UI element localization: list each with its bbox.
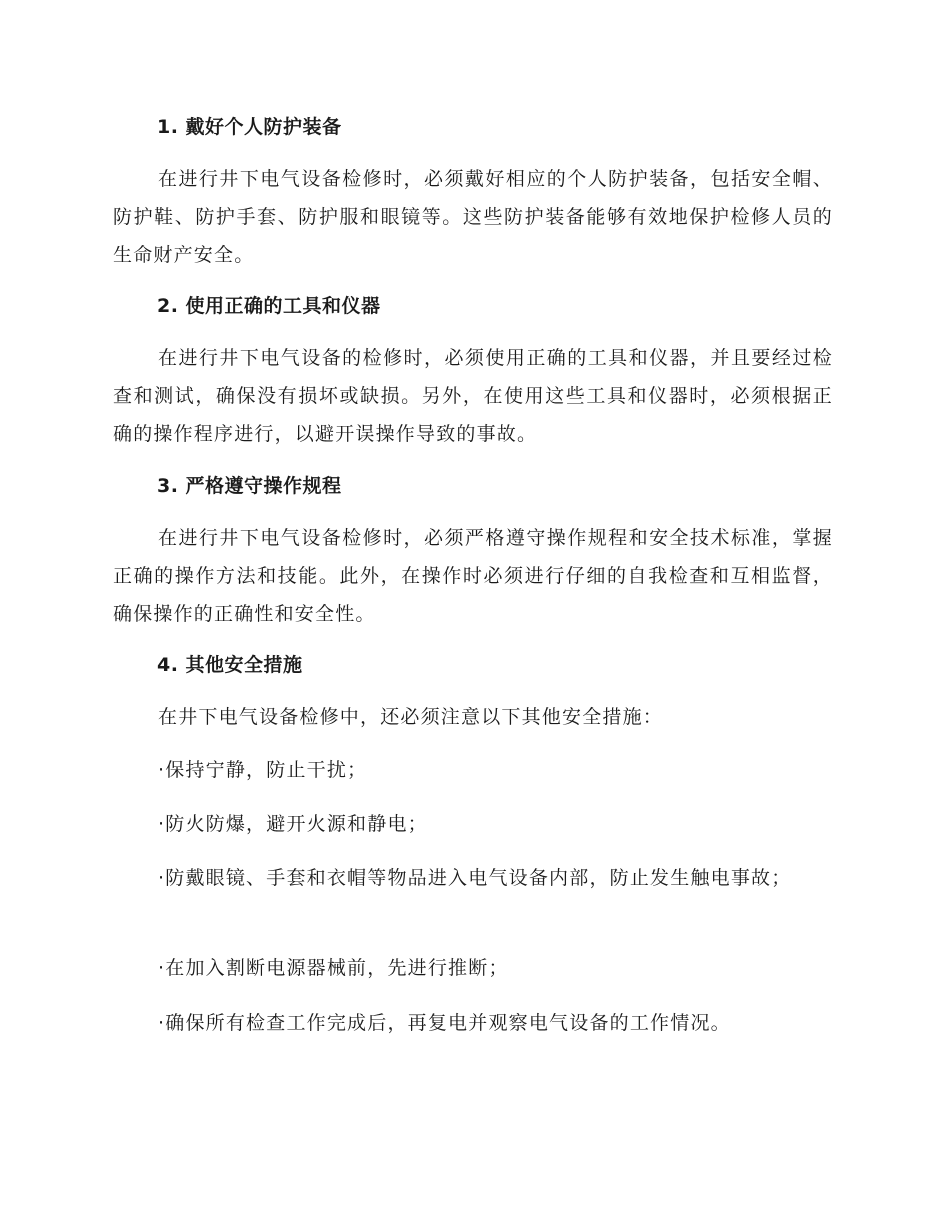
- section-1-heading: 1. 戴好个人防护装备: [157, 116, 342, 138]
- section-4-intro: 在井下电气设备检修中，还必须注意以下其他安全措施：: [158, 706, 664, 728]
- list-item: ·保持宁静，防止干扰；: [158, 759, 368, 781]
- list-item: ·防戴眼镜、手套和衣帽等物品进入电气设备内部，防止发生触电事故；: [158, 867, 792, 889]
- section-3-heading: 3. 严格遵守操作规程: [157, 475, 342, 497]
- section-2-body: 在进行井下电气设备的检修时，必须使用正确的工具和仪器，并且要经过检查和测试，确保没有损坏或缺损。另外，在使用这些工具和仪器时，必须根据正确的操作程序进行，以避开误操作导致的事故。: [113, 347, 833, 445]
- section-1-body: 在进行井下电气设备检修时，必须戴好相应的个人防护装备，包括安全帽、防护鞋、防护手套、防护服和眼镜等。这些防护装备能够有效地保护检修人员的生命财产安全。: [113, 168, 833, 266]
- section-3-body: 在进行井下电气设备检修时，必须严格遵守操作规程和安全技术标准，掌握正确的操作方法和技能。此外，在操作时必须进行仔细的自我检查和互相监督，确保操作的正确性和安全性。: [113, 527, 833, 625]
- list-item: ·确保所有检查工作完成后，再复电并观察电气设备的工作情况。: [158, 1012, 731, 1034]
- list-item: ·在加入割断电源器械前，先进行推断；: [158, 957, 509, 979]
- list-item: ·防火防爆，避开火源和静电；: [158, 813, 428, 835]
- section-4-heading: 4. 其他安全措施: [157, 654, 303, 676]
- section-2-heading: 2. 使用正确的工具和仪器: [157, 295, 381, 317]
